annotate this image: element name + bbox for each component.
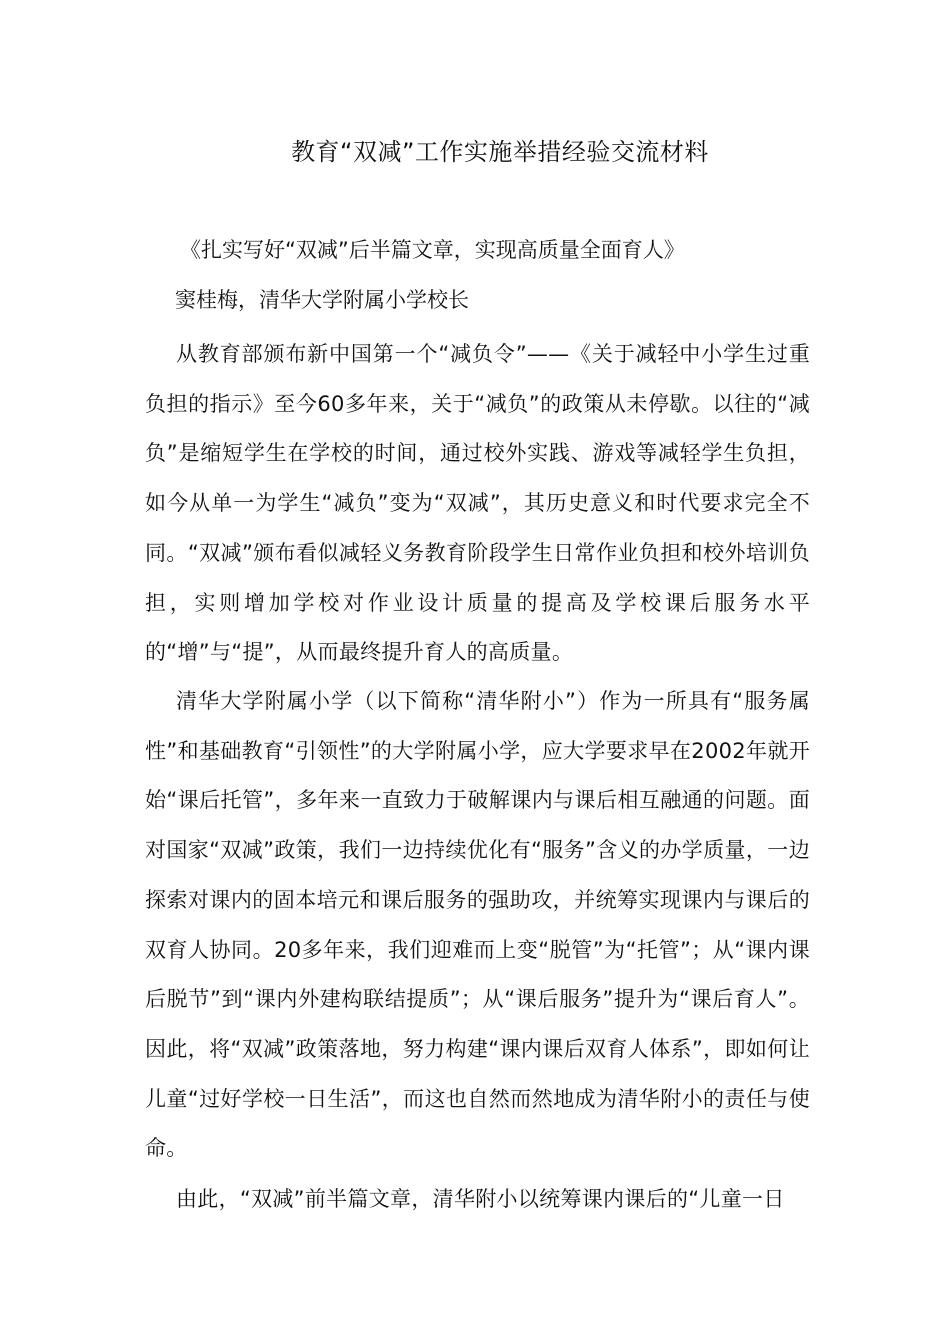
article-title: 《扎实写好“双减”后半篇文章，实现高质量全面育人》 <box>180 238 685 262</box>
document-title: 教育“双减”工作实施举措经验交流材料 <box>291 138 709 166</box>
paragraph-2: 清华大学附属小学（以下简称“清华附小”）作为一所具有“服务属性”和基础教育“引领性”的大学附属小学，应大学要求早在2002年就开始“课后托管”，多年来一直致力于破解课内与课后相互融通的问题。面对国家“双减”政策，我们一边持续优化有“服务”含义的办学质量，一边探索对课内的固本培元和课后服务的强助攻，并统筹实现课内与课后的双育人协同。20多年来，我们迎难而上变“脱管”为“托管”；从“课内课后脱节”到“课内外建构联结提质”；从“课后服务”提升为“课后育人”。因此，将“双减”政策落地，努力构建“课内课后双育人体系”，即如何让儿童“过好学校一日生活”，而这也自然而然地成为清华附小的责任与使命。 <box>145 689 810 1161</box>
paragraph-1: 从教育部颁布新中国第一个“减负令”——《关于减轻中小学生过重负担的指示》至今60多年来，关于“减负”的政策从未停歇。以往的“减负”是缩短学生在学校的时间，通过校外实践、游戏等减轻学生负担，如今从单一为学生“减负”变为“双减”，其历史意义和时代要求完全不同。“双减”颁布看似减轻义务教育阶段学生日常作业负担和校外培训负担，实则增加学校对作业设计质量的提高及学校课后服务水平的“增”与“提”，从而最终提升育人的高质量。 <box>145 342 810 665</box>
author-line: 窦桂梅，清华大学附属小学校长 <box>175 288 469 312</box>
paragraph-3: 由此，“双减”前半篇文章，清华附小以统筹课内课后的“儿童一日 <box>176 1187 785 1211</box>
